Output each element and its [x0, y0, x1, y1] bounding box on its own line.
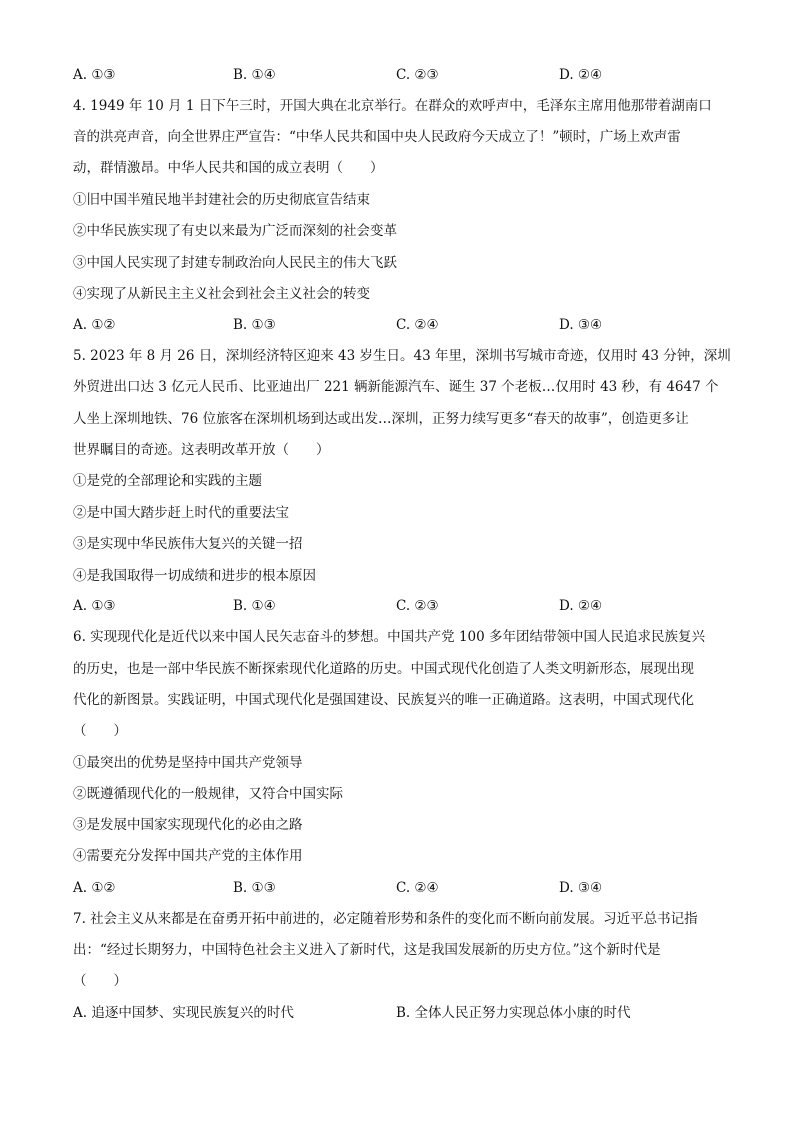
q4-stem-line-1: 4. 1949 年 10 月 1 日下午三时，开国大典在北京举行。在群众的欢呼声中，毛泽东主席用他那带着湖南口	[73, 98, 712, 114]
q7-stem-line-3: （ ）	[73, 973, 127, 989]
q5-stem-line-1: 5. 2023 年 8 月 26 日，深圳经济特区迎来 43 岁生日。43 年里，深圳书写城市奇迹，仅用时 43 分钟，深圳	[73, 348, 731, 364]
q6-stem-line-1: 6. 实现现代化是近代以来中国人民矢志奋斗的梦想。中国共产党 100 多年团结带领中国人民追求民族复兴	[73, 629, 706, 645]
q4-option-b: B. ①③	[233, 317, 276, 333]
q6-item-4: ④需要充分发挥中国共产党的主体作用	[73, 848, 303, 864]
q4-stem-line-3: 动，群情激昂。中华人民共和国的成立表明（ ）	[73, 160, 384, 176]
q6-option-b: B. ①③	[233, 880, 276, 896]
q4-option-c: C. ②④	[396, 317, 439, 333]
q3-option-a: A. ①③	[73, 67, 116, 83]
q5-item-2: ②是中国大踏步赶上时代的重要法宝	[73, 505, 289, 521]
q5-item-4: ④是我国取得一切成绩和进步的根本原因	[73, 568, 316, 584]
q5-stem-line-2: 外贸进出口达 3 亿元人民币、比亚迪出厂 221 辆新能源汽车、诞生 37 个老板…仅用时 43 秒，有 4647 个	[73, 379, 719, 395]
q7-options	[73, 1004, 723, 1022]
q6-option-d: D. ③④	[559, 880, 603, 896]
q7-option-a: A. 追逐中国梦、实现民族复兴的时代	[73, 1005, 294, 1021]
q6-item-1: ①最突出的优势是坚持中国共产党领导	[73, 755, 303, 771]
q7-option-b: B. 全体人民正努力实现总体小康的时代	[396, 1005, 631, 1021]
q6-option-a: A. ①②	[73, 880, 116, 896]
q5-item-1: ①是党的全部理论和实践的主题	[73, 473, 262, 489]
q3-option-c: C. ②③	[396, 67, 439, 83]
q5-option-c: C. ②③	[396, 598, 439, 614]
q3-option-d: D. ②④	[559, 67, 603, 83]
q4-item-1: ①旧中国半殖民地半封建社会的历史彻底宣告结束	[73, 192, 370, 208]
q6-stem-line-4: （ ）	[73, 723, 127, 739]
q6-option-c: C. ②④	[396, 880, 439, 896]
q3-option-b: B. ①④	[233, 67, 276, 83]
q5-item-3: ③是实现中华民族伟大复兴的关键一招	[73, 536, 303, 552]
q6-stem-line-2: 的历史，也是一部中华民族不断探索现代化道路的历史。中国式现代化创造了人类文明新形态，展现出现	[73, 661, 694, 677]
q4-item-4: ④实现了从新民主主义社会到社会主义社会的转变	[73, 286, 370, 302]
q5-options	[73, 597, 723, 615]
q4-item-3: ③中国人民实现了封建专制政治向人民民主的伟大飞跃	[73, 255, 397, 271]
q3-options	[73, 66, 723, 84]
q5-option-a: A. ①③	[73, 598, 116, 614]
q4-option-a: A. ①②	[73, 317, 116, 333]
q4-option-d: D. ③④	[559, 317, 603, 333]
q7-stem-line-2: 出：“经过长期努力，中国特色社会主义进入了新时代，这是我国发展新的历史方位。”这个新时代是	[73, 942, 661, 958]
q5-option-b: B. ①④	[233, 598, 276, 614]
q7-stem-line-1: 7. 社会主义从来都是在奋勇开拓中前进的，必定随着形势和条件的变化而不断向前发展。习近平总书记指	[73, 911, 698, 927]
q6-item-3: ③是发展中国家实现现代化的必由之路	[73, 817, 303, 833]
q4-item-2: ②中华民族实现了有史以来最为广泛而深刻的社会变革	[73, 223, 397, 239]
q4-stem-line-2: 音的洪亮声音，向全世界庄严宣告：“中华人民共和国中央人民政府今天成立了！”顿时，广场上欢声雷	[73, 129, 681, 145]
q6-stem-line-3: 代化的新图景。实践证明，中国式现代化是强国建设、民族复兴的唯一正确道路。这表明，中国式现代化	[73, 692, 694, 708]
q5-stem-line-4: 世界瞩目的奇迹。这表明改革开放（ ）	[73, 442, 330, 458]
q5-stem-line-3: 人坐上深圳地铁、76 位旅客在深圳机场到达或出发…深圳，正努力续写更多“春天的故事”，创造更多让	[73, 411, 689, 427]
q5-option-d: D. ②④	[559, 598, 603, 614]
q6-item-2: ②既遵循现代化的一般规律，又符合中国实际	[73, 786, 343, 802]
q4-options	[73, 316, 723, 334]
q6-options	[73, 879, 723, 897]
